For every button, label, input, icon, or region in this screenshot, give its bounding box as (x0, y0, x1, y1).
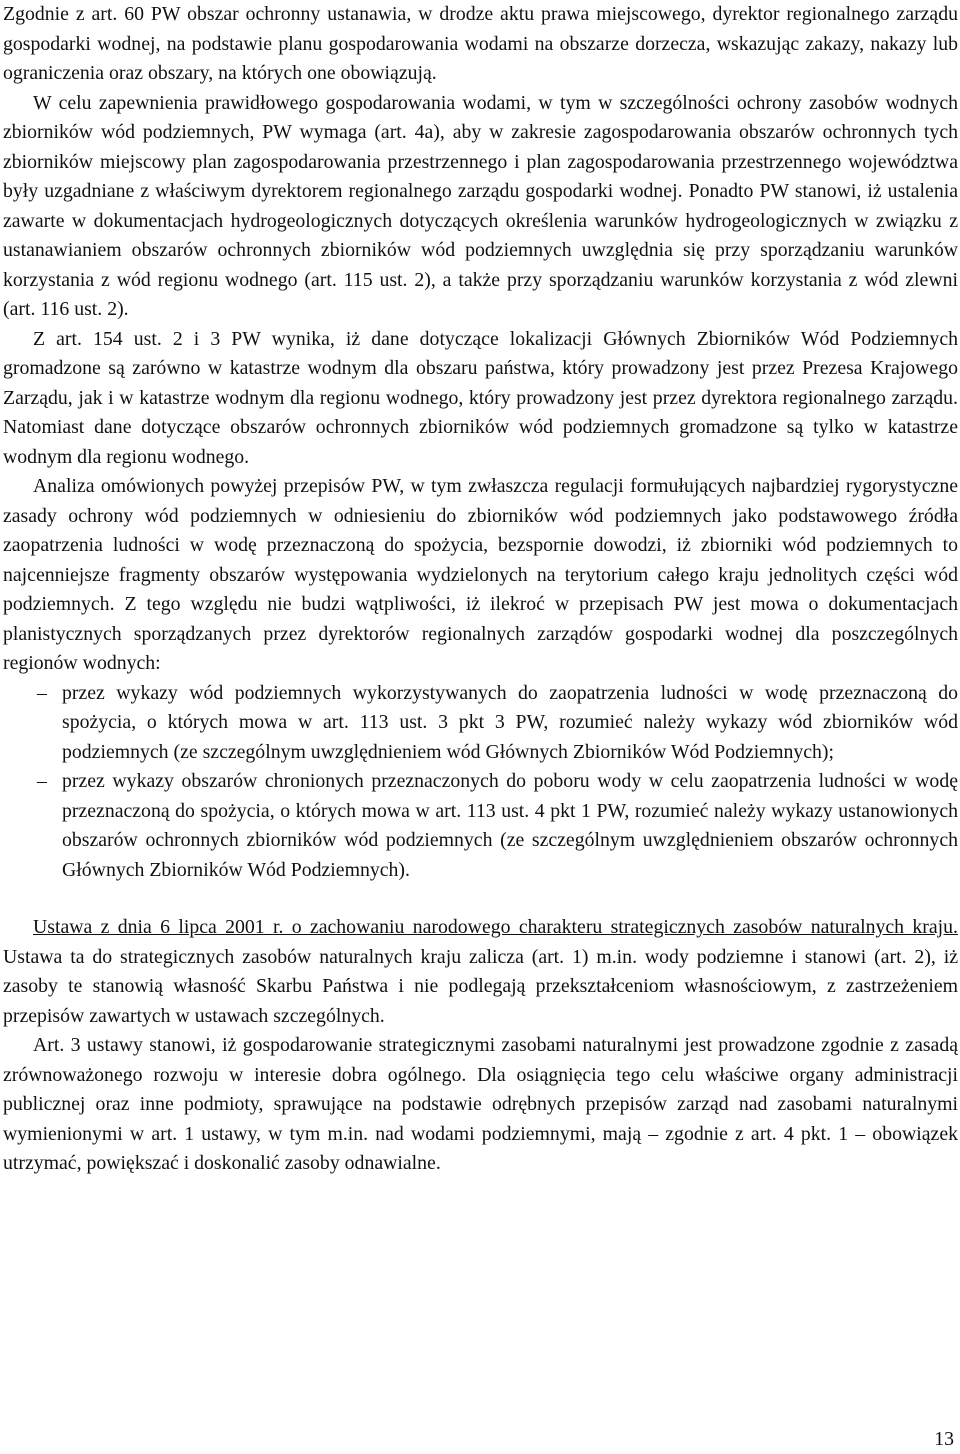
list-item (3, 679, 958, 768)
paragraph-art-154: Z art. 154 ust. 2 i 3 PW wynika, iż dane dotyczące lokalizacji Głównych Zbiorników Wód Podziemnych gromadzone są zarówno w katastrze wodnym dla obszaru państwa, który prowadzony jest przez Prezesa Krajowego Zarządu, jak i w katastrze wodnym dla regionu wodnego, który prowadzony jest przez dyrektora regionalnego zarządu. Natomiast dane dotyczące obszarów ochronnych zbiorników wód podziemnych gromadzone są tylko w katastrze wodnym dla regionu wodnego. (3, 327, 958, 468)
list-item (3, 767, 958, 885)
list-item-text: przez wykazy wód podziemnych wykorzystywanych do zaopatrzenia ludności w wodę przeznaczoną do spożycia, o których mowa w art. 113 ust. 3 pkt 3 PW, rozumieć należy wykazy wód zbiorników wód podziemnych (ze szczególnym uwzględnieniem wód Głównych Zbiorników Wód Podziemnych); (62, 681, 958, 763)
dash-bullet: – (37, 681, 47, 704)
dash-bullet: – (37, 770, 47, 792)
paragraph-water-management: W celu zapewnienia prawidłowego gospodarowania wodami, w tym w szczególności ochrony zasobów wodnych zbiorników wód podziemnych, PW wymaga (art. 4a), aby w zakresie zagospodarowania obszarów ochronnych tych zbiorników miejscowy plan zagospodarowania przestrzennego i plan zagospodarowania przestrzennego województwa były uzgadniane z właściwym dyrektorem regionalnego zarządu gospodarki wodnej. Ponadto PW stanowi, iż ustalenia zawarte w dokumentacjach hydrogeologicznych dotyczących określenia warunków hydrogeologicznych w związku z ustanawianiem obszarów ochronnych zbiorników wód podziemnych uwzględnia się przy sporządzaniu warunków korzystania z wód regionu wodnego (art. 115 ust. 2), a także przy sporządzaniu warunków korzystania z wód zlewni (art. 116 ust. 2). (3, 91, 958, 320)
paragraph-art-3: Art. 3 ustawy stanowi, iż gospodarowanie strategicznymi zasobami naturalnymi jest prowadzone zgodnie z zasadą zrównoważonego rozwoju w interesie dobra ogólnego. Dla osiągnięcia tego celu właściwe organy administracji publicznej oraz inne podmioty, sprawujące na podstawie odrębnych przepisów zarząd nad zasobami naturalnymi wymienionymi w art. 1 ustawy, w tym m.in. nad wodami podziemnymi, mają – zgodnie z art. 4 pkt. 1 – obowiązek utrzymać, powiększać i doskonalić zasoby odnawialne. (3, 1034, 958, 1174)
definitions-list (3, 679, 958, 886)
document-page (3, 0, 958, 1179)
act-title: Ustawa z dnia 6 lipca 2001 r. o zachowaniu narodowego charakteru strategicznych zasobów naturalnych kraju. (33, 916, 958, 938)
act-description: Ustawa ta do strategicznych zasobów naturalnych kraju zalicza (art. 1) m.in. wody podziemne i stanowi (art. 2), iż zasoby te stanowią własność Skarbu Państwa i nie podlegają przekształceniom własnościowym, z zastrzeżeniem przepisów zawartych w ustawach szczególnych. (3, 945, 958, 1027)
paragraph-act-2001 (3, 913, 958, 1031)
paragraph-art-60: Zgodnie z art. 60 PW obszar ochronny ustanawia, w drodze aktu prawa miejscowego, dyrektor regionalnego zarządu gospodarki wodnej, na podstawie planu gospodarowania wodami na obszarze dorzecza, wskazując zakazy, nakazy lub ograniczenia oraz obszary, na których one obowiązują. (3, 3, 958, 84)
section-spacer (3, 885, 958, 913)
list-item-text: przez wykazy obszarów chronionych przeznaczonych do poboru wody w celu zaopatrzenia ludności w wodę przeznaczoną do spożycia, o których mowa w art. 113 ust. 4 pkt 1 PW, rozumieć należy wykazy ustanowionych obszarów ochronnych zbiorników wód podziemnych (ze szczególnym uwzględnieniem obszarów ochronnych Głównych Zbiorników Wód Podziemnych). (62, 770, 958, 881)
paragraph-analysis: Analiza omówionych powyżej przepisów PW, w tym zwłaszcza regulacji formułujących najbardziej rygorystyczne zasady ochrony wód podziemnych w odniesieniu do zbiorników wód podziemnych jako podstawowego źródła zaopatrzenia ludności w wodę przeznaczoną do spożycia, bezspornie dowodzi, iż zbiorniki wód podziemnych to najcenniejsze fragmenty obszarów występowania wydzielonych na terytorium całego kraju jednolitych części wód podziemnych. Z tego względu nie budzi wątpliwości, iż ilekroć w przepisach PW jest mowa o dokumentacjach planistycznych sporządzanych przez dyrektorów regionalnych zarządów gospodarki wodnej dla poszczególnych regionów wodnych: (3, 475, 958, 674)
page-number: 13 (934, 1428, 954, 1450)
